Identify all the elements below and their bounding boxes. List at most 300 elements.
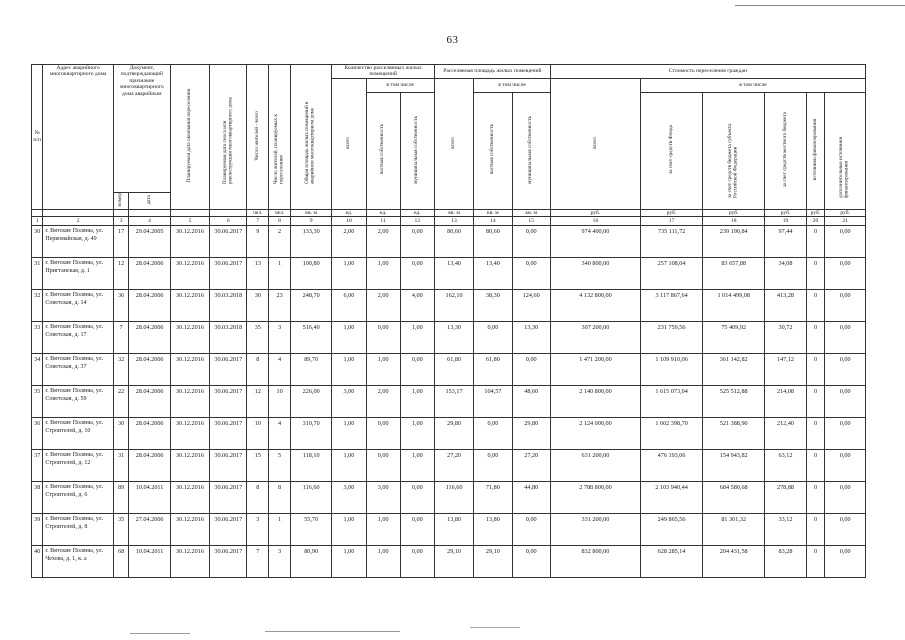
column-index-cell: 18 xyxy=(703,217,765,226)
page-number: 63 xyxy=(446,34,459,46)
unit-cell: руб. xyxy=(703,209,765,216)
unit-cell: руб. xyxy=(765,209,806,216)
cell-doc-no: 31 xyxy=(113,450,129,482)
header-cost-total: всего xyxy=(550,78,640,209)
cell-doc-date: 10.04.2011 xyxy=(129,546,170,578)
cell-sq-priv: 0,00 xyxy=(474,418,512,450)
cell-region: 204 431,58 xyxy=(703,546,765,578)
header-planned-date: Планируемая дата окончания переселения xyxy=(170,65,209,210)
cell-extra: 0 xyxy=(806,322,825,354)
cell-other: 0,00 xyxy=(825,226,866,258)
cell-sq: 116,60 xyxy=(434,482,473,514)
cell-region: 154 943,82 xyxy=(703,450,765,482)
unit-cell: чел. xyxy=(247,209,269,216)
cell-n: 36 xyxy=(32,418,43,450)
header-area-sub-total: всего xyxy=(434,78,473,209)
cell-extra: 0 xyxy=(806,226,825,258)
cell-res-pl: 5 xyxy=(269,450,291,482)
table-row xyxy=(32,322,866,354)
column-index-cell: 2 xyxy=(43,217,113,226)
cell-res-pl: 4 xyxy=(269,354,291,386)
cell-area: 89,70 xyxy=(290,354,331,386)
cell-n: 39 xyxy=(32,514,43,546)
cell-extra: 0 xyxy=(806,386,825,418)
cell-sq-mun: 48,60 xyxy=(512,386,550,418)
column-index-cell: 6 xyxy=(210,217,247,226)
cell-r-priv: 0,00 xyxy=(366,322,400,354)
cell-other: 0,00 xyxy=(825,514,866,546)
cell-cost: 631 200,00 xyxy=(550,450,640,482)
cell-local: 83,28 xyxy=(765,546,806,578)
cell-plan: 30.12.2016 xyxy=(170,418,209,450)
table-row xyxy=(32,514,866,546)
cell-doc-date: 28.04.2006 xyxy=(129,386,170,418)
header-doc-date: дата xyxy=(129,192,170,209)
cell-plan: 30.12.2016 xyxy=(170,546,209,578)
column-index-cell: 13 xyxy=(434,217,473,226)
cell-r-mun: 1,00 xyxy=(400,418,434,450)
column-index-cell: 7 xyxy=(247,217,269,226)
cell-local: 34,08 xyxy=(765,258,806,290)
header-document: Документ, подтверждающий признание многоквартирного дома аварийным xyxy=(113,65,170,193)
cell-sq-mun: 0,00 xyxy=(512,226,550,258)
cell-fund: 3 117 867,64 xyxy=(641,290,703,322)
cell-sq-priv: 61,80 xyxy=(474,354,512,386)
header-rooms-total: всего xyxy=(332,78,366,209)
header-rooms-private: частная собственность xyxy=(366,92,400,209)
cell-rooms: 1,00 xyxy=(332,450,366,482)
cell-region: 75 409,92 xyxy=(703,322,765,354)
cell-fund: 1 109 910,06 xyxy=(641,354,703,386)
cell-region: 81 301,32 xyxy=(703,514,765,546)
column-index-row xyxy=(32,217,866,226)
cell-rooms: 1,00 xyxy=(332,514,366,546)
unit-cell: чел. xyxy=(269,209,291,216)
cell-cost: 2 140 800,00 xyxy=(550,386,640,418)
cell-doc-date: 28.04.2006 xyxy=(129,258,170,290)
cell-r-priv: 1,00 xyxy=(366,514,400,546)
column-index-cell: 21 xyxy=(825,217,866,226)
cell-r-priv: 1,00 xyxy=(366,546,400,578)
cell-demol: 30.06.2017 xyxy=(210,354,247,386)
cell-other: 0,00 xyxy=(825,354,866,386)
unit-cell xyxy=(43,209,113,216)
cell-sq-priv: 104,57 xyxy=(474,386,512,418)
cell-fund: 2 103 940,44 xyxy=(641,482,703,514)
cell-doc-date: 29.04.2005 xyxy=(129,226,170,258)
cell-res-pl: 10 xyxy=(269,386,291,418)
header-cost-other: дополнительные источники финансирования xyxy=(825,92,866,209)
unit-cell: руб. xyxy=(825,209,866,216)
cell-other: 0,00 xyxy=(825,290,866,322)
cell-area: 516,40 xyxy=(290,322,331,354)
cell-local: 147,12 xyxy=(765,354,806,386)
cell-rooms: 1,00 xyxy=(332,322,366,354)
cell-res: 9 xyxy=(247,226,269,258)
table-row xyxy=(32,290,866,322)
header-cost-extra: источники финансирования xyxy=(806,92,825,209)
header-area-municipal: муниципальная собственность xyxy=(512,92,550,209)
cell-local: 214,08 xyxy=(765,386,806,418)
header-area-private: частная собственность xyxy=(474,92,512,209)
cell-sq-priv: 29,10 xyxy=(474,546,512,578)
cell-addr: г. Вятские Поляны, ул. Чехова, д. 1, к. а xyxy=(43,546,113,578)
cell-sq: 13,80 xyxy=(434,514,473,546)
cell-rooms: 1,00 xyxy=(332,258,366,290)
cell-res-pl: 3 xyxy=(269,546,291,578)
column-index-cell: 5 xyxy=(170,217,209,226)
cell-cost: 974 400,00 xyxy=(550,226,640,258)
cell-cost: 1 471 200,00 xyxy=(550,354,640,386)
cell-sq-mun: 0,00 xyxy=(512,514,550,546)
cell-r-priv: 0,00 xyxy=(366,450,400,482)
cell-sq: 61,80 xyxy=(434,354,473,386)
cell-r-priv: 0,00 xyxy=(366,418,400,450)
cell-res: 35 xyxy=(247,322,269,354)
header-cost-region: за счет средств бюджета субъекта Российской Федерации xyxy=(703,92,765,209)
cell-other: 0,00 xyxy=(825,258,866,290)
cell-area: 248,70 xyxy=(290,290,331,322)
cell-doc-no: 89 xyxy=(113,482,129,514)
cell-sq-mun: 29,80 xyxy=(512,418,550,450)
resettlement-table xyxy=(31,64,866,578)
cell-n: 35 xyxy=(32,386,43,418)
cell-n: 32 xyxy=(32,290,43,322)
cell-r-mun: 0,00 xyxy=(400,482,434,514)
cell-doc-date: 28.04.2006 xyxy=(129,322,170,354)
cell-local: 63,12 xyxy=(765,450,806,482)
header-row xyxy=(32,65,866,79)
column-index-cell: 11 xyxy=(366,217,400,226)
cell-r-mun: 1,00 xyxy=(400,450,434,482)
unit-cell xyxy=(32,209,43,216)
table-row xyxy=(32,226,866,258)
column-index-cell: 4 xyxy=(129,217,170,226)
cell-extra: 0 xyxy=(806,290,825,322)
cell-other: 0,00 xyxy=(825,418,866,450)
cell-addr: г. Вятские Поляны, ул. Советская, д. 37 xyxy=(43,354,113,386)
column-index-cell: 20 xyxy=(806,217,825,226)
cell-fund: 231 759,56 xyxy=(641,322,703,354)
cell-addr: г. Вятские Поляны, ул. Строителей, д. 8 xyxy=(43,514,113,546)
cell-r-mun: 1,00 xyxy=(400,386,434,418)
header-cost-group: Стоимость переселения граждан xyxy=(550,65,865,79)
header-address: Адрес аварийного многоквартирного дома xyxy=(43,65,113,210)
cell-local: 212,40 xyxy=(765,418,806,450)
scan-edge-bottom xyxy=(265,631,400,632)
scan-edge-bottom xyxy=(470,627,520,628)
cell-res-pl: 1 xyxy=(269,258,291,290)
cell-area: 55,70 xyxy=(290,514,331,546)
cell-addr: г. Вятские Поляны, ул. Строителей, д. 10 xyxy=(43,418,113,450)
cell-sq: 153,17 xyxy=(434,386,473,418)
unit-cell: кв. м xyxy=(434,209,473,216)
cell-sq-mun: 13,30 xyxy=(512,322,550,354)
unit-cell: кв. м xyxy=(474,209,512,216)
cell-sq-priv: 38,30 xyxy=(474,290,512,322)
cell-demol: 30.06.2017 xyxy=(210,418,247,450)
cell-plan: 30.12.2016 xyxy=(170,450,209,482)
cell-doc-date: 27.04.2006 xyxy=(129,514,170,546)
unit-cell xyxy=(210,209,247,216)
cell-area: 310,70 xyxy=(290,418,331,450)
cell-plan: 30.12.2016 xyxy=(170,354,209,386)
cell-res-pl: 2 xyxy=(269,226,291,258)
cell-cost: 2 788 800,00 xyxy=(550,482,640,514)
cell-region: 1 014 499,08 xyxy=(703,290,765,322)
cell-sq-priv: 71,80 xyxy=(474,482,512,514)
unit-cell: руб. xyxy=(641,209,703,216)
header-rooms-group: Количество расселяемых жилых помещений xyxy=(332,65,435,79)
table-row xyxy=(32,450,866,482)
cell-local: 30,72 xyxy=(765,322,806,354)
unit-cell xyxy=(170,209,209,216)
table-row xyxy=(32,258,866,290)
cell-sq-mun: 0,00 xyxy=(512,546,550,578)
cell-sq-priv: 13,80 xyxy=(474,514,512,546)
cell-sq-mun: 124,60 xyxy=(512,290,550,322)
cell-doc-no: 30 xyxy=(113,418,129,450)
column-index-cell: 17 xyxy=(641,217,703,226)
column-index-cell: 9 xyxy=(290,217,331,226)
cell-r-mun: 1,00 xyxy=(400,322,434,354)
header-cost-local: за счет средств местного бюджета xyxy=(765,92,806,209)
cell-res-pl: 4 xyxy=(269,418,291,450)
unit-cell: руб. xyxy=(550,209,640,216)
cell-plan: 30.12.2016 xyxy=(170,514,209,546)
cell-fund: 1 602 398,70 xyxy=(641,418,703,450)
cell-region: 361 142,82 xyxy=(703,354,765,386)
cell-sq: 80,60 xyxy=(434,226,473,258)
cell-doc-no: 12 xyxy=(113,258,129,290)
cell-res-pl: 8 xyxy=(269,482,291,514)
cell-addr: г. Вятские Поляны, ул. Советская, д. 17 xyxy=(43,322,113,354)
cell-cost: 4 132 800,00 xyxy=(550,290,640,322)
cell-sq-priv: 0,00 xyxy=(474,322,512,354)
cell-sq: 29,80 xyxy=(434,418,473,450)
scan-edge-top xyxy=(735,5,905,6)
cell-extra: 0 xyxy=(806,258,825,290)
cell-addr: г. Вятские Поляны, ул. Советская, д. 59 xyxy=(43,386,113,418)
cell-sq: 13,40 xyxy=(434,258,473,290)
table-row xyxy=(32,482,866,514)
unit-cell: руб. xyxy=(806,209,825,216)
cell-rooms: 1,00 xyxy=(332,418,366,450)
cell-doc-date: 28.04.2006 xyxy=(129,290,170,322)
cell-doc-date: 28.04.2006 xyxy=(129,450,170,482)
cell-n: 31 xyxy=(32,258,43,290)
cell-doc-no: 32 xyxy=(113,354,129,386)
cell-doc-no: 68 xyxy=(113,546,129,578)
cell-cost: 307 200,00 xyxy=(550,322,640,354)
cell-n: 33 xyxy=(32,322,43,354)
cell-rooms: 3,00 xyxy=(332,482,366,514)
cell-demol: 30.03.2018 xyxy=(210,322,247,354)
cell-plan: 30.12.2016 xyxy=(170,322,209,354)
cell-fund: 249 865,56 xyxy=(641,514,703,546)
header-area-total: Общая площадь жилых помещений в аварийном многоквартирном доме xyxy=(290,65,331,210)
cell-sq: 162,10 xyxy=(434,290,473,322)
cell-res: 15 xyxy=(247,450,269,482)
cell-addr: г. Вятские Поляны, ул. Первомайская, д. 49 xyxy=(43,226,113,258)
header-rooms-municipal: муниципальная собственность xyxy=(400,92,434,209)
cell-rooms: 6,00 xyxy=(332,290,366,322)
header-rooms-incl: в том числе xyxy=(366,78,434,92)
header-area-incl: в том числе xyxy=(474,78,551,92)
cell-area: 226,00 xyxy=(290,386,331,418)
cell-region: 83 657,88 xyxy=(703,258,765,290)
cell-cost: 331 200,00 xyxy=(550,514,640,546)
column-index-cell: 16 xyxy=(550,217,640,226)
cell-demol: 30.06.2017 xyxy=(210,258,247,290)
cell-area: 116,60 xyxy=(290,482,331,514)
cell-fund: 735 111,72 xyxy=(641,226,703,258)
cell-region: 684 580,68 xyxy=(703,482,765,514)
header-area-group: Расселяемая площадь жилых помещений xyxy=(434,65,550,79)
cell-doc-no: 35 xyxy=(113,514,129,546)
column-index-cell: 3 xyxy=(113,217,129,226)
cell-r-mun: 4,00 xyxy=(400,290,434,322)
cell-r-priv: 2,00 xyxy=(366,386,400,418)
cell-res-pl: 1 xyxy=(269,514,291,546)
cell-res: 8 xyxy=(247,482,269,514)
table-row xyxy=(32,386,866,418)
cell-addr: г. Вятские Поляны, ул. Советская, д. 14 xyxy=(43,290,113,322)
cell-res: 12 xyxy=(247,386,269,418)
cell-res: 10 xyxy=(247,418,269,450)
cell-fund: 628 285,14 xyxy=(641,546,703,578)
header-demolition-date: Планируемая дата сноса или реконструкции многоквартирного дома xyxy=(210,65,247,210)
cell-n: 30 xyxy=(32,226,43,258)
cell-doc-no: 7 xyxy=(113,322,129,354)
cell-local: 33,12 xyxy=(765,514,806,546)
column-index-cell: 12 xyxy=(400,217,434,226)
cell-res: 13 xyxy=(247,258,269,290)
cell-sq: 13,30 xyxy=(434,322,473,354)
cell-extra: 0 xyxy=(806,354,825,386)
cell-n: 40 xyxy=(32,546,43,578)
cell-r-mun: 0,00 xyxy=(400,546,434,578)
table-row xyxy=(32,354,866,386)
cell-n: 38 xyxy=(32,482,43,514)
cell-local: 413,28 xyxy=(765,290,806,322)
cell-plan: 30.12.2016 xyxy=(170,482,209,514)
cell-doc-date: 28.04.2006 xyxy=(129,354,170,386)
cell-plan: 30.12.2016 xyxy=(170,226,209,258)
cell-n: 34 xyxy=(32,354,43,386)
cell-r-priv: 2,00 xyxy=(366,290,400,322)
cell-demol: 30.06.2017 xyxy=(210,546,247,578)
unit-cell xyxy=(129,209,170,216)
cell-doc-no: 22 xyxy=(113,386,129,418)
cell-fund: 1 615 073,04 xyxy=(641,386,703,418)
cell-fund: 476 193,06 xyxy=(641,450,703,482)
cell-other: 0,00 xyxy=(825,482,866,514)
cell-r-mun: 0,00 xyxy=(400,514,434,546)
column-index-cell: 19 xyxy=(765,217,806,226)
cell-other: 0,00 xyxy=(825,546,866,578)
header-residents-total: Число жителей - всего xyxy=(247,65,269,210)
cell-doc-no: 17 xyxy=(113,226,129,258)
cell-demol: 30.06.2017 xyxy=(210,450,247,482)
unit-cell: ед. xyxy=(366,209,400,216)
cell-area: 133,30 xyxy=(290,226,331,258)
cell-addr: г. Вятские Поляны, ул. Строителей, д. 12 xyxy=(43,450,113,482)
cell-extra: 0 xyxy=(806,418,825,450)
cell-n: 37 xyxy=(32,450,43,482)
cell-cost: 2 124 000,00 xyxy=(550,418,640,450)
header-residents-planned: Число жителей, планируемых к переселению xyxy=(269,65,291,210)
cell-r-priv: 1,00 xyxy=(366,354,400,386)
cell-sq-priv: 80,60 xyxy=(474,226,512,258)
header-no: № п/п xyxy=(32,65,43,210)
table-body xyxy=(32,226,866,578)
cell-res-pl: 3 xyxy=(269,322,291,354)
cell-r-priv: 3,00 xyxy=(366,482,400,514)
cell-region: 521 388,90 xyxy=(703,418,765,450)
cell-other: 0,00 xyxy=(825,386,866,418)
cell-r-priv: 2,00 xyxy=(366,226,400,258)
cell-addr: г. Вятские Поляны, ул. Пригтанская, д. 1 xyxy=(43,258,113,290)
cell-extra: 0 xyxy=(806,482,825,514)
unit-cell: кв. м xyxy=(512,209,550,216)
cell-plan: 30.12.2016 xyxy=(170,386,209,418)
cell-sq-mun: 0,00 xyxy=(512,354,550,386)
cell-extra: 0 xyxy=(806,546,825,578)
table-row xyxy=(32,546,866,578)
cell-doc-no: 36 xyxy=(113,290,129,322)
cell-region: 525 512,88 xyxy=(703,386,765,418)
units-row xyxy=(32,209,866,216)
cell-demol: 30.06.2017 xyxy=(210,226,247,258)
header-doc-number: номер xyxy=(113,192,129,209)
cell-sq-priv: 13,40 xyxy=(474,258,512,290)
cell-res: 8 xyxy=(247,354,269,386)
cell-r-mun: 0,00 xyxy=(400,226,434,258)
scan-edge-bottom xyxy=(130,633,190,634)
cell-sq-mun: 44,80 xyxy=(512,482,550,514)
cell-r-mun: 0,00 xyxy=(400,354,434,386)
cell-local: 278,88 xyxy=(765,482,806,514)
cell-plan: 30.12.2016 xyxy=(170,290,209,322)
column-index-cell: 8 xyxy=(269,217,291,226)
cell-sq: 29,10 xyxy=(434,546,473,578)
header-cost-incl: в том числе xyxy=(641,78,866,92)
cell-cost: 832 800,00 xyxy=(550,546,640,578)
cell-other: 0,00 xyxy=(825,322,866,354)
table-row xyxy=(32,418,866,450)
cell-r-priv: 1,00 xyxy=(366,258,400,290)
header-cost-fund: за счет средств Фонда xyxy=(641,92,703,209)
cell-demol: 30.03.2018 xyxy=(210,290,247,322)
cell-fund: 257 108,04 xyxy=(641,258,703,290)
cell-sq-mun: 0,00 xyxy=(512,258,550,290)
cell-doc-date: 10.04.2011 xyxy=(129,482,170,514)
cell-area: 80,90 xyxy=(290,546,331,578)
column-index-cell: 1 xyxy=(32,217,43,226)
unit-cell xyxy=(113,209,129,216)
cell-sq: 27,20 xyxy=(434,450,473,482)
cell-area: 100,80 xyxy=(290,258,331,290)
cell-area: 118,10 xyxy=(290,450,331,482)
cell-cost: 340 800,00 xyxy=(550,258,640,290)
column-index-cell: 14 xyxy=(474,217,512,226)
cell-r-mun: 0,00 xyxy=(400,258,434,290)
cell-other: 0,00 xyxy=(825,450,866,482)
column-index-cell: 10 xyxy=(332,217,366,226)
cell-res: 7 xyxy=(247,546,269,578)
column-index-cell: 15 xyxy=(512,217,550,226)
